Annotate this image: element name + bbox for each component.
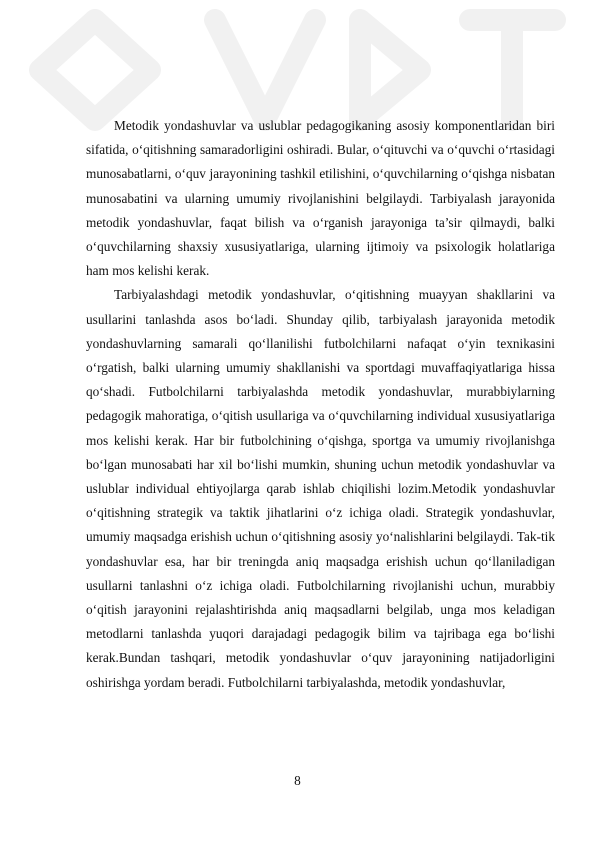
paragraph-1: Metodik yondashuvlar va uslublar pedagogikaning asosiy komponentlaridan biri sifatida, o‘qitishning samaradorligini oshiradi. Bular, o‘qituvchi va o‘quvchi o‘rtasidagi munosabatlarni, o‘quv jarayonining tashkil etilishini, o‘quvchilarning o‘qishga nisbatan munosabatini va ularning umumiy rivojlanishini belgilaydi. Tarbiyalash jarayonida metodik yondashuvlar, faqat bilish va o‘rganish jarayoniga ta’sir qilmaydi, balki o‘quvchilarning shaxsiy xususiyatlariga, ularning ijtimoiy va psixologik holatlariga ham mos kelishi kerak. [86, 118, 555, 279]
page-number: 8 [294, 773, 301, 788]
document-body [86, 114, 555, 695]
paragraph-2: Tarbiyalashdagi metodik yondashuvlar, o‘qitishning muayyan shakllarini va usullarini tanlashda asos bo‘ladi. Shunday qilib, tarbiyalash jarayonida metodik yondashuvlarning samarali qo‘llanilishi futbolchilarni nafaqat o‘yin texnikasini o‘rgatish, balki ularning umumiy shakllanishi va sportdagi muvaffaqiyatlariga hissa qo‘shadi. Futbolchilarni tarbiyalashda metodik yondashuvlar, murabbiylarning pedagogik mahoratiga, o‘qitish usullariga va o‘quvchilarning individual xususiyatlariga mos kelishi kerak. Har bir futbolchining o‘qishga, sportga va umumiy rivojlanishga bo‘lgan munosabati har xil bo‘lishi mumkin, shuning uchun metodik yondashuvlar va uslublar individual ehtiyojlarga qarab ishlab chiqilishi lozim.Metodik yondashuvlar o‘qitishning strategik va taktik jihatlarini o‘z ichiga oladi. Strategik yondashuvlar, umumiy maqsadga erishish uchun o‘qitishning asosiy yo‘nalishlarini belgilaydi. Tak-tik yondashuvlar esa, har bir treningda aniq maqsadga erishish uchun qo‘llaniladigan usullarni tanlashni o‘z ichiga oladi. Futbolchilarning rivojlanishi uchun, murabbiy o‘qitish jarayonini rejalashtirishda aniq maqsadlarni belgilab, unga mos keladigan metodlarni tanlashda yuqori darajadagi pedagogik bilim va tajribaga ega bo‘lishi kerak.Bundan tashqari, metodik yondashuvlar o‘quv jarayonining natijadorligini oshirishga yordam beradi. Futbolchilarni tarbiyalashda, metodik yondashuvlar, [86, 287, 555, 690]
